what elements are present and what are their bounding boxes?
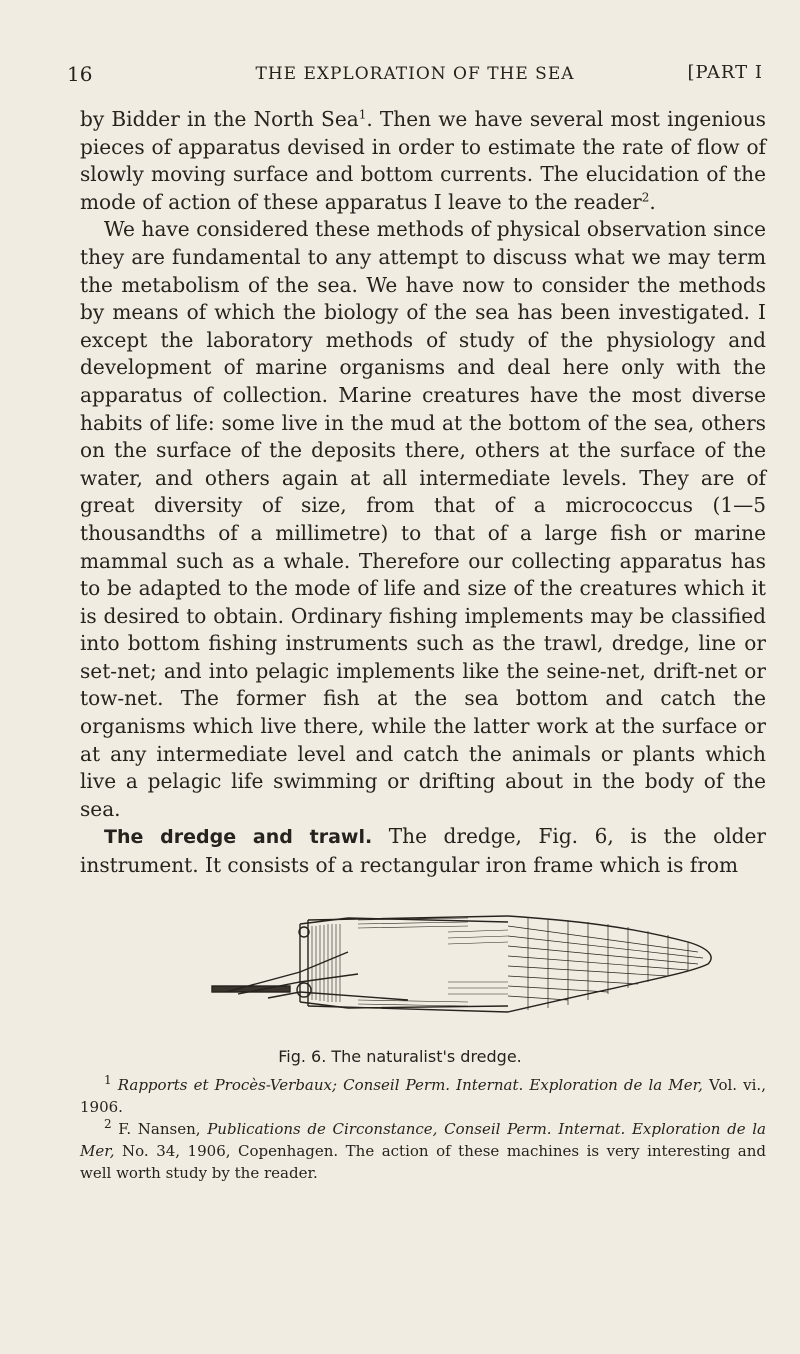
- paragraph-1-text-a: by Bidder in the North Sea: [80, 107, 359, 131]
- paragraph-3: [80, 823, 766, 879]
- page-header: [67, 62, 763, 96]
- footnote-2: [80, 1118, 766, 1184]
- footnote-1-rest: Vol. vi., 1906.: [80, 1076, 766, 1116]
- footnote-ref-2: 2: [641, 190, 650, 205]
- footnote-1: [80, 1074, 766, 1118]
- running-title: THE EXPLORATION OF THE SEA: [255, 64, 575, 84]
- frame-rails: [308, 916, 508, 1012]
- body-text: [80, 106, 766, 880]
- net-mesh: [508, 918, 703, 1010]
- paragraph-3-text: The dredge, Fig. 6, is the older instrument. It consists of a rectangular iron frame which is from: [80, 824, 766, 878]
- dredge-illustration: [208, 912, 722, 1024]
- footnote-ref-1: 1: [358, 107, 367, 122]
- figure-caption: Fig. 6. The naturalist's dredge.: [278, 1047, 522, 1066]
- section-heading: The dredge and trawl.: [104, 826, 373, 849]
- footnote-1-source: Rapports et Procès-Verbaux; Conseil Perm. Internat. Exploration de la Mer,: [117, 1076, 703, 1094]
- footnote-2-number: 2: [104, 1117, 112, 1131]
- footnote-1-number: 1: [104, 1073, 112, 1087]
- tow-ring: [297, 983, 311, 997]
- paragraph-1: [80, 106, 766, 216]
- footnote-2-source: Publications de Circonstance, Conseil Perm. Internat. Exploration de la Mer,: [80, 1120, 766, 1160]
- footnote-2-author: F. Nansen,: [111, 1120, 208, 1138]
- paragraph-2: We have considered these methods of physical observation since they are fundamental to any attempt to discuss what we may term the metabolism of the sea. We have now to consider the methods by means of which the biology of the sea has been investigated. I except the laboratory methods of study of the physiology and development of marine organisms and deal here only with the apparatus of collection. Marine creatures have the most diverse habits of life: some live in the mud at the bottom of the sea, others on the surface of the deposits there, others at the surface of the water, and others again at all intermediate levels. They are of great diversity of size, from that of a micrococcus (1—5 thousandths of a millimetre) to that of a large fish or marine mammal such as a whale. Therefore our collecting apparatus has to be adapted to the mode of life and size of the creatures which it is desired to obtain. Ordinary fishing implements may be classified into bottom fishing instruments such as the trawl, dredge, line or set-net; and into pelagic implements like the seine-net, drift-net or tow-net. The former fish at the sea bottom and catch the organisms which live there, while the latter work at the surface or at any intermediate level and catch the animals or plants which live a pelagic life swimming or drifting about in the body of the sea.: [80, 217, 766, 821]
- frame-hatching: [312, 918, 508, 1006]
- paragraph-1-text-b: . Then we have several most ingenious pieces of apparatus devised in order to estimate the rate of flow of slowly moving surface and bottom currents. The elucidation of the mode of action of these apparatus I leave to the reader: [80, 107, 766, 214]
- paragraph-1-text-c: .: [649, 189, 656, 214]
- part-label: [PART I: [687, 62, 763, 83]
- page-number: 16: [67, 62, 93, 86]
- footnotes: [80, 1074, 766, 1184]
- footnote-2-rest: No. 34, 1906, Copenhagen. The action of these machines is very interesting and well worth study by the reader.: [80, 1142, 766, 1182]
- scraper-blade: [226, 952, 408, 1000]
